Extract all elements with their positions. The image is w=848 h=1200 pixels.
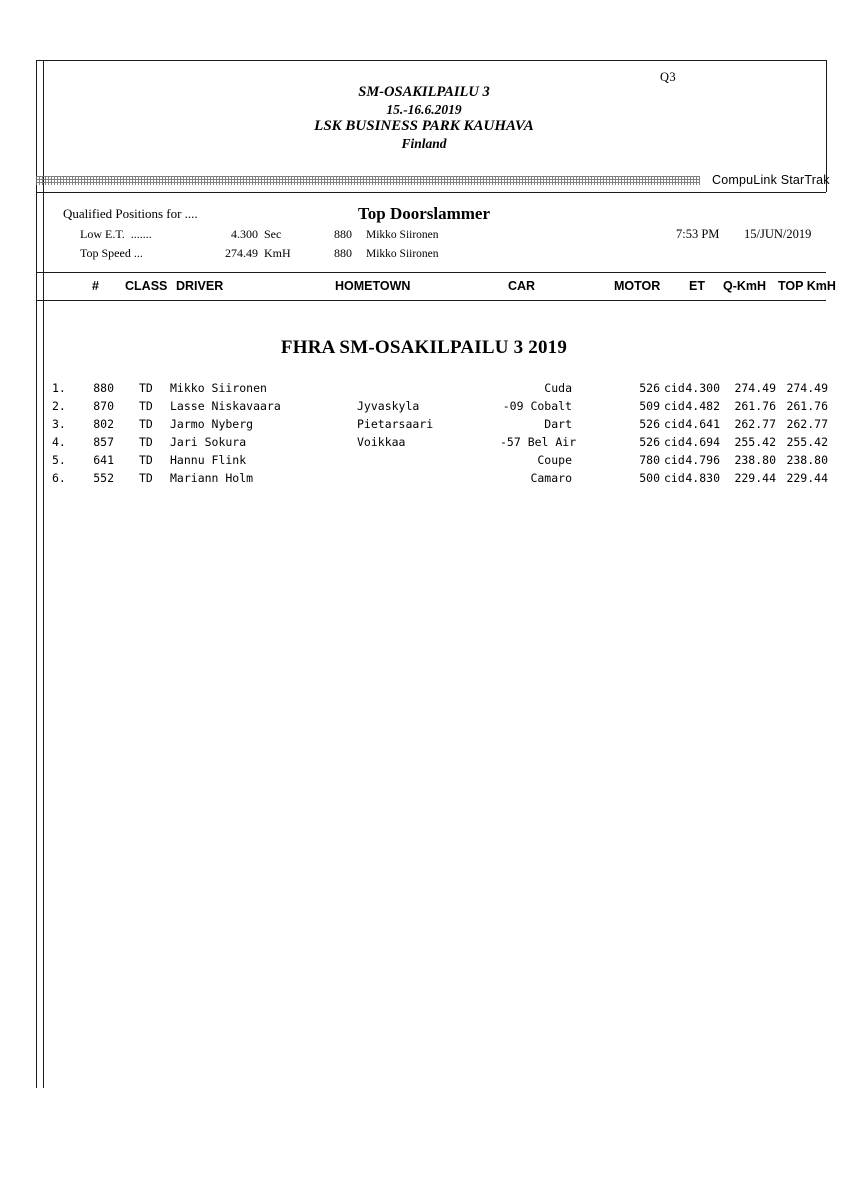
low-et-row [80, 225, 439, 244]
table-row [0, 417, 848, 435]
result-class: TD [139, 453, 153, 467]
result-car-number: 870 [93, 399, 114, 413]
table-header-rule-bottom [36, 300, 826, 301]
result-et: 4.300 [685, 381, 720, 395]
result-topkmh: 262.77 [786, 417, 828, 431]
qualified-positions-label: Qualified Positions for .... [63, 206, 198, 221]
report-time: 7:53 PM [676, 227, 720, 241]
result-car: Coupe [537, 453, 572, 467]
result-car: Dart [544, 417, 572, 431]
column-header-hometown: HOMETOWN [335, 279, 411, 293]
result-car-number: 857 [93, 435, 114, 449]
result-et: 4.830 [685, 471, 720, 485]
low-et-value: 4.300 [231, 227, 258, 241]
results-table [0, 381, 848, 489]
table-row [0, 399, 848, 417]
result-et: 4.694 [685, 435, 720, 449]
column-header-qkmh: Q-KmH [723, 279, 767, 293]
column-header-pos: # [92, 279, 99, 293]
result-motor-unit: cid [664, 381, 685, 395]
result-position: 2. [52, 399, 66, 413]
result-class: TD [139, 471, 153, 485]
result-qkmh: 229.44 [734, 471, 776, 485]
divider-under-band [36, 192, 826, 193]
result-motor-unit: cid [664, 471, 685, 485]
summary-stats [80, 225, 439, 263]
result-driver: Jarmo Nyberg [170, 417, 254, 431]
report-date: 15/JUN/2019 [744, 227, 812, 241]
top-speed-row [80, 244, 439, 263]
result-topkmh: 238.80 [786, 453, 828, 467]
table-row [0, 435, 848, 453]
result-hometown: Pietarsaari [357, 417, 434, 431]
result-driver: Jari Sokura [170, 435, 247, 449]
result-car-number: 552 [93, 471, 114, 485]
low-et-label: Low E.T. ....... [80, 227, 152, 241]
low-et-car-number: 880 [334, 227, 352, 241]
result-driver: Lasse Niskavaara [170, 399, 281, 413]
result-hometown: Voikkaa [357, 435, 406, 449]
table-row [0, 471, 848, 489]
result-et: 4.482 [685, 399, 720, 413]
result-motor: 509 [639, 399, 660, 413]
class-title: Top Doorslammer [357, 204, 491, 223]
result-topkmh: 261.76 [786, 399, 828, 413]
table-title: FHRA SM-OSAKILPAILU 3 2019 [280, 337, 568, 358]
result-driver: Hannu Flink [170, 453, 247, 467]
result-driver: Mariann Holm [170, 471, 254, 485]
top-speed-label: Top Speed ... [80, 246, 143, 260]
result-motor: 526 [639, 381, 660, 395]
column-header-motor: MOTOR [614, 279, 661, 293]
result-motor-unit: cid [664, 435, 685, 449]
event-header [0, 84, 848, 152]
result-class: TD [139, 417, 153, 431]
timestamp [676, 227, 811, 242]
result-motor-unit: cid [664, 453, 685, 467]
result-class: TD [139, 435, 153, 449]
column-header-car: CAR [508, 279, 536, 293]
table-row [0, 381, 848, 399]
result-car: Camaro [530, 471, 572, 485]
result-position: 4. [52, 435, 66, 449]
result-motor-unit: cid [664, 417, 685, 431]
result-car: -57 Bel Air [500, 435, 577, 449]
result-topkmh: 255.42 [786, 435, 828, 449]
event-dates: 15.-16.6.2019 [386, 102, 462, 117]
event-country: Finland [401, 136, 447, 151]
result-et: 4.641 [685, 417, 720, 431]
result-class: TD [139, 381, 153, 395]
event-name: SM-OSAKILPAILU 3 [358, 84, 490, 100]
page-border-top [36, 60, 826, 61]
result-qkmh: 261.76 [734, 399, 776, 413]
table-header-rule-top [36, 272, 826, 273]
decorative-dot-band [36, 176, 700, 185]
table-column-headers [36, 279, 836, 297]
result-qkmh: 274.49 [734, 381, 776, 395]
result-car: -09 Cobalt [502, 399, 572, 413]
result-motor-unit: cid [664, 399, 685, 413]
result-position: 1. [52, 381, 66, 395]
page-code: Q3 [660, 70, 676, 84]
column-header-topkmh: TOP KmH [778, 279, 836, 293]
result-qkmh: 262.77 [734, 417, 776, 431]
column-header-et: ET [689, 279, 705, 293]
result-qkmh: 255.42 [734, 435, 776, 449]
table-row [0, 453, 848, 471]
low-et-unit: Sec [264, 227, 282, 241]
column-header-class: CLASS [125, 279, 168, 293]
top-speed-car-number: 880 [334, 246, 352, 260]
result-motor: 526 [639, 417, 660, 431]
event-venue: LSK BUSINESS PARK KAUHAVA [314, 118, 534, 134]
result-class: TD [139, 399, 153, 413]
top-speed-driver: Mikko Siironen [366, 248, 439, 260]
result-car: Cuda [544, 381, 572, 395]
result-driver: Mikko Siironen [170, 381, 267, 395]
result-topkmh: 274.49 [786, 381, 828, 395]
top-speed-value: 274.49 [225, 246, 258, 260]
result-motor: 500 [639, 471, 660, 485]
result-position: 6. [52, 471, 66, 485]
low-et-driver: Mikko Siironen [366, 229, 439, 241]
result-car-number: 641 [93, 453, 114, 467]
result-qkmh: 238.80 [734, 453, 776, 467]
column-header-driver: DRIVER [176, 279, 224, 293]
system-credit: CompuLink StarTrak [712, 173, 830, 187]
result-topkmh: 229.44 [786, 471, 828, 485]
result-car-number: 802 [93, 417, 114, 431]
result-position: 3. [52, 417, 66, 431]
result-et: 4.796 [685, 453, 720, 467]
result-motor: 526 [639, 435, 660, 449]
result-hometown: Jyvaskyla [357, 399, 420, 413]
top-speed-unit: KmH [264, 246, 291, 260]
result-motor: 780 [639, 453, 660, 467]
result-position: 5. [52, 453, 66, 467]
result-car-number: 880 [93, 381, 114, 395]
